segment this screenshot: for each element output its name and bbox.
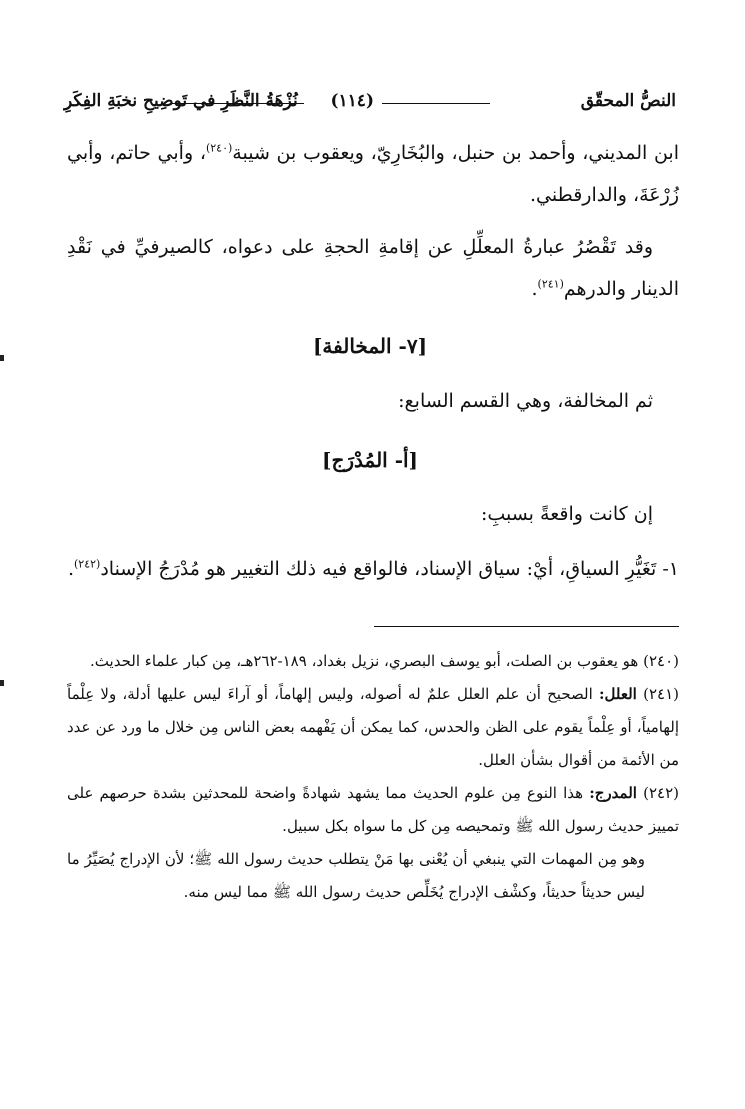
footnote-separator [374,626,679,627]
paragraph-scholars [67,132,679,216]
footnotes [67,645,679,909]
footnote-number: (٢٤٠) [643,652,679,670]
list-item [67,548,679,590]
subsection-heading: [أ- المُدْرَج] [321,448,419,472]
paragraph-text: ابن المديني، وأحمد بن حنبل، والبُخَارِيّ، ويعقوب بن شيبة [232,142,679,164]
footnote-241 [67,678,679,777]
footnote-240 [67,645,679,678]
footnote-ref-240[interactable]: (٢٤٠) [205,141,233,155]
footnote-continuation: وهو مِن المهمات التي ينبغي أن يُعْنى بها مَنْ يتطلب حديث رسول الله ﷺ؛ لأن الإدراج يُصَيِّرُ ما ليس حديثاً حديثاً، وكشْف الإدراج يُخَلِّص حديث رسول الله ﷺ مما ليس منه. [67,850,645,901]
margin-mark [0,355,4,361]
paragraph-text: ، وأبي حاتم، وأبي زُرْعَةَ، والدارقطني. [67,142,679,206]
paragraph-text: وقد تَقْصُرُ عبارةُ المعلِّلِ عن إقامةِ الحجةِ على دعواه، كالصيرفيِّ في نَقْدِ الدينار والدرهم [67,236,679,300]
footnote-term: العلل: [599,685,637,703]
running-header [64,88,676,114]
footnote-242 [67,777,679,909]
footnote-number: (٢٤١) [643,685,679,703]
paragraph-text: . [531,278,538,300]
page-number: (١١٤) [330,91,374,111]
intro-line: ثم المخالفة، وهي القسم السابع: [398,390,653,412]
header-book-title: نُزْهَةُ النَّظَرِ في تَوضِيحِ نخبَةِ الفِكَرِ [64,91,298,111]
paragraph-critic [67,226,679,310]
footnote-number: (٢٤٢) [643,784,679,802]
footnote-text: هذا النوع مِن علوم الحديث مما يشهد شهادةً واضحة للمحدثين بشدة حرصهم على تمييز حديث رسول الله ﷺ وتمحيصه مِن كل ما سواه بكل سبيل. [67,784,679,835]
margin-mark [0,680,4,686]
footnote-ref-242[interactable]: (٢٤٢) [74,557,101,571]
list-item-text: ١- تَغَيُّرِ السياقِ، أيْ: سياق الإسناد، فالواقع فيه ذلك التغيير هو مُدْرَجُ الإسناد [100,558,679,580]
footnote-text: هو يعقوب بن الصلت، أبو يوسف البصري، نزيل بغداد، ١٨٩-٢٦٢هـ، مِن كبار علماء الحديث. [90,652,639,670]
list-item-text: . [67,558,74,580]
cause-line: إن كانت واقعةً بسببِ: [480,503,653,525]
footnote-term: المدرج: [589,784,637,802]
header-section-title: النصُّ المحقّق [580,91,676,111]
section-heading: [٧- المخالفة] [312,334,428,358]
footnote-ref-241[interactable]: (٢٤١) [537,277,564,291]
header-divider [382,103,490,104]
footnote-text: الصحيح أن علم العلل علمٌ له أصوله، وليس إلهاماً، أو آراءَ ليس عليها أدلة، ولا عِلْماً إلهامياً، أو عِلْماً يقوم على الظن والحدس، كما يمكن أن يَفْهمه بعض الناس مِن خلال ما ورد عن عدد من الأئمة من أقوال بشأن العلل. [67,685,679,769]
